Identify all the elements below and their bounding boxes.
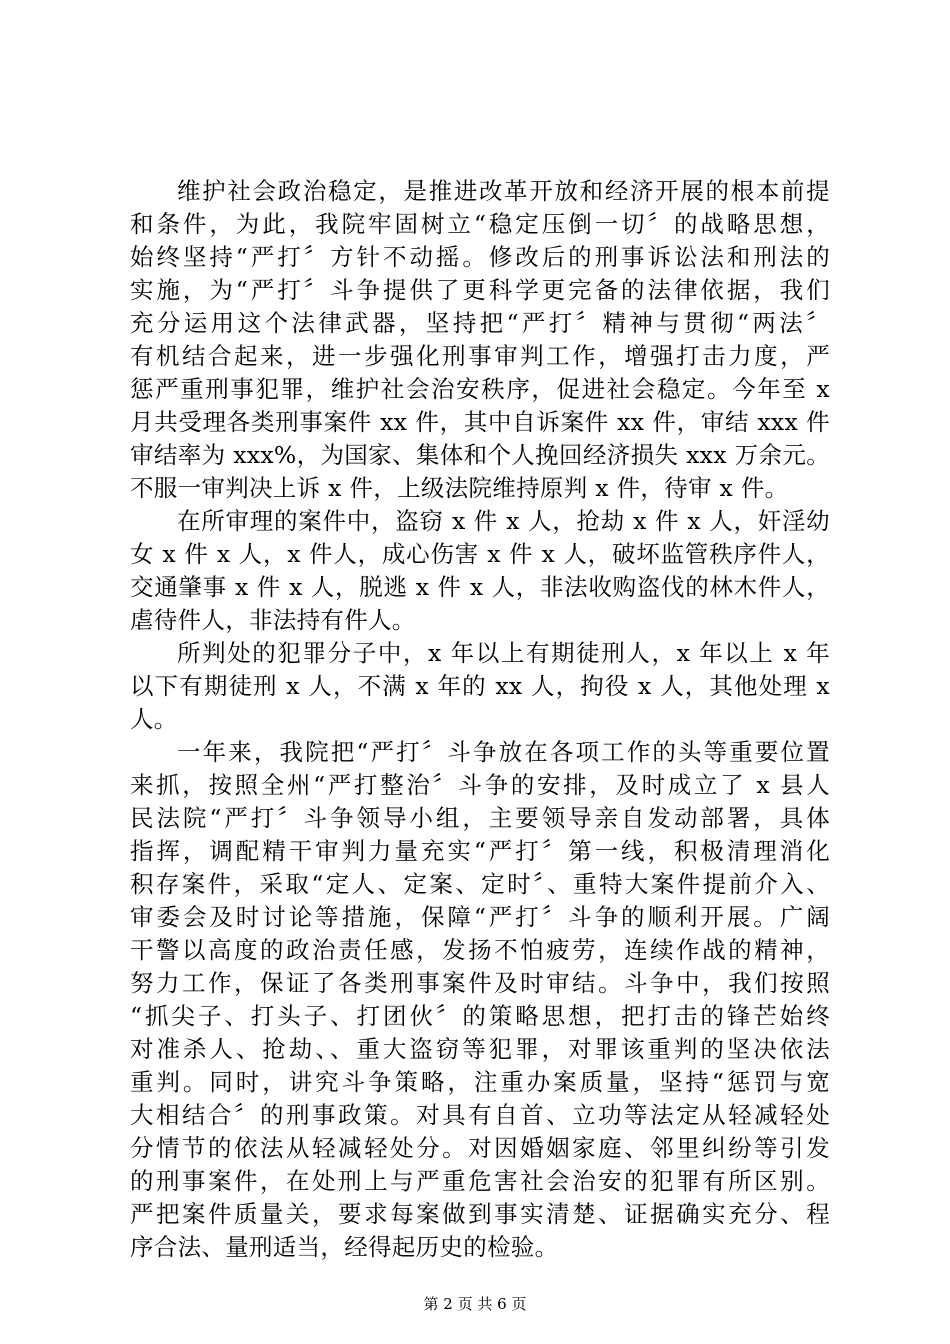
text-line: 大相结合〞的刑事政策。对具有自首、立功等法定从轻减轻处 — [130, 1101, 830, 1129]
text-line: 有机结合起来，进一步强化刑事审判工作，增强打击力度，严 — [130, 342, 830, 370]
text-line: 严把案件质量关，要求每案做到事实清楚、证据确实充分、程 — [130, 1200, 830, 1228]
text-line: 所判处的犯罪分子中，x 年以上有期徒刑人，x 年以上 x 年 — [177, 639, 830, 667]
text-line: 来抓，按照全州“严打整治〞斗争的安排，及时成立了 x 县人 — [130, 771, 830, 799]
text-line: 实施，为“严打〞斗争提供了更科学更完备的法律依据，我们 — [130, 276, 830, 304]
text-line: “抓尖子、打头子、打团伙〞的策略思想，把打击的锋芒始终 — [130, 1002, 830, 1030]
text-line: 分情节的依法从轻减轻处分。对因婚姻家庭、邻里纠纷等引发 — [130, 1134, 830, 1162]
text-line: 不服一审判决上诉 x 件，上级法院维持原判 x 件，待审 x 件。 — [130, 474, 789, 502]
text-line: 一年来，我院把“严打〞斗争放在各项工作的头等重要位置 — [177, 738, 830, 766]
text-line: 在所审理的案件中，盗窃 x 件 x 人，抢劫 x 件 x 人，奸淫幼 — [177, 507, 830, 535]
text-line: 月共受理各类刑事案件 xx 件，其中自诉案件 xx 件，审结 xxx 件 — [130, 408, 830, 436]
text-line: 序合法、量刑适当，经得起历史的检验。 — [130, 1233, 559, 1261]
text-line: 积存案件，采取“定人、定案、定时〞、重特大案件提前介入、 — [130, 870, 830, 898]
text-line: 审结率为 xxx%，为国家、集体和个人挽回经济损失 xxx 万余元。 — [130, 441, 830, 469]
text-line: 民法院“严打〞斗争领导小组，主要领导亲自发动部署，具体 — [130, 804, 830, 832]
text-line: 以下有期徒刑 x 人，不满 x 年的 xx 人，拘役 x 人，其他处理 x — [130, 672, 830, 700]
text-line: 的刑事案件，在处刑上与严重危害社会治安的犯罪有所区别。 — [130, 1167, 830, 1195]
text-line: 和条件，为此，我院牢固树立“稳定压倒一切〞的战略思想， — [130, 210, 830, 238]
text-line: 虐待件人，非法持有件人。 — [130, 606, 416, 634]
document-body — [130, 175, 830, 1264]
text-line: 对准杀人、抢劫、、重大盗窃等犯罪，对罪该重判的坚决依法 — [130, 1035, 830, 1063]
text-line: 干警以高度的政治责任感，发扬不怕疲劳，连续作战的精神， — [130, 936, 830, 964]
text-line: 努力工作，保证了各类刑事案件及时审结。斗争中，我们按照 — [130, 969, 830, 997]
text-line: 女 x 件 x 人，x 件人，成心伤害 x 件 x 人，破坏监管秩序件人， — [130, 540, 830, 568]
text-line: 审委会及时讨论等措施，保障“严打〞斗争的顺利开展。广阔 — [130, 903, 830, 931]
text-line: 重判。同时，讲究斗争策略，注重办案质量，坚持“惩罚与宽 — [130, 1068, 830, 1096]
text-line: 惩严重刑事犯罪，维护社会治安秩序，促进社会稳定。今年至 x — [130, 375, 830, 403]
text-line: 指挥，调配精干审判力量充实“严打〞第一线，积极清理消化 — [130, 837, 830, 865]
text-line: 交通肇事 x 件 x 人，脱逃 x 件 x 人，非法收购盗伐的林木件人， — [130, 573, 830, 601]
text-line: 人。 — [130, 705, 178, 733]
text-line: 始终坚持“严打〞方针不动摇。修改后的刑事诉讼法和刑法的 — [130, 243, 830, 271]
text-line: 维护社会政治稳定，是推进改革开放和经济开展的根本前提 — [177, 177, 830, 205]
page-footer: 第 2 页 共 6 页 — [423, 1295, 527, 1313]
text-line: 充分运用这个法律武器，坚持把“严打〞精神与贯彻“两法〞 — [130, 309, 830, 337]
